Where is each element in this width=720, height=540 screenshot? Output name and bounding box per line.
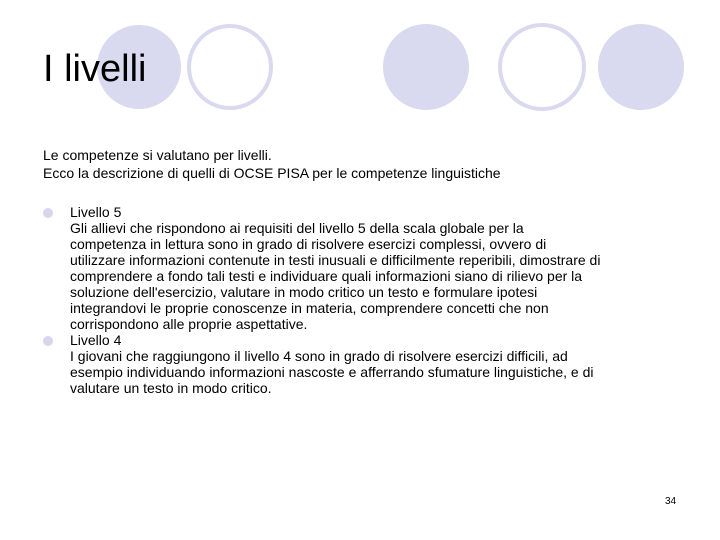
intro-line: Ecco la descrizione di quelli di OCSE PISA per le competenze linguistiche — [43, 165, 501, 181]
bullet-text-line: I giovani che raggiungono il livello 4 sono in grado di risolvere esercizi difficili, ad — [70, 348, 568, 364]
bullet-text-line: Gli allievi che rispondono ai requisiti del livello 5 della scala globale per la — [70, 220, 524, 236]
bullet-text-line: valutare un testo in modo critico. — [70, 380, 272, 396]
bullet-dot-icon — [43, 336, 53, 346]
bullet-dot-icon — [43, 208, 53, 218]
bullet-heading: Livello 5 — [70, 204, 122, 220]
intro-text — [43, 146, 683, 182]
filled-circle — [383, 24, 469, 110]
intro-line: Le competenze si valutano per livelli. — [43, 147, 272, 163]
bullet-item-livello-4 — [43, 332, 683, 396]
slide-title: I livelli — [43, 48, 147, 90]
outline-circle — [500, 25, 584, 109]
filled-circle — [598, 24, 684, 110]
bullet-heading: Livello 4 — [70, 332, 122, 348]
bullet-text-line: soluzione dell'esercizio, valutare in modo critico un testo e formulare ipotesi — [70, 284, 538, 300]
bullet-text-line: competenza in lettura sono in grado di risolvere esercizi complessi, ovvero di — [70, 236, 547, 252]
bullet-text-line: corrispondono alle proprie aspettative. — [70, 316, 308, 332]
bullet-text-line: utilizzare informazioni contenute in testi inusuali e difficilmente reperibili, dimostrare di — [70, 252, 601, 268]
bullet-list — [43, 204, 683, 396]
outline-circle — [189, 26, 271, 108]
page-number: 34 — [665, 496, 677, 507]
bullet-item-livello-5 — [43, 204, 683, 332]
bullet-text-line: esempio individuando informazioni nascoste e afferrando sfumature linguistiche, e di — [70, 364, 594, 380]
bullet-text-line: integrandovi le proprie conoscenze in materia, comprendere concetti che non — [70, 300, 549, 316]
bullet-text-line: comprendere a fondo tali testi e individuare quali informazioni siano di rilievo per la — [70, 268, 583, 284]
